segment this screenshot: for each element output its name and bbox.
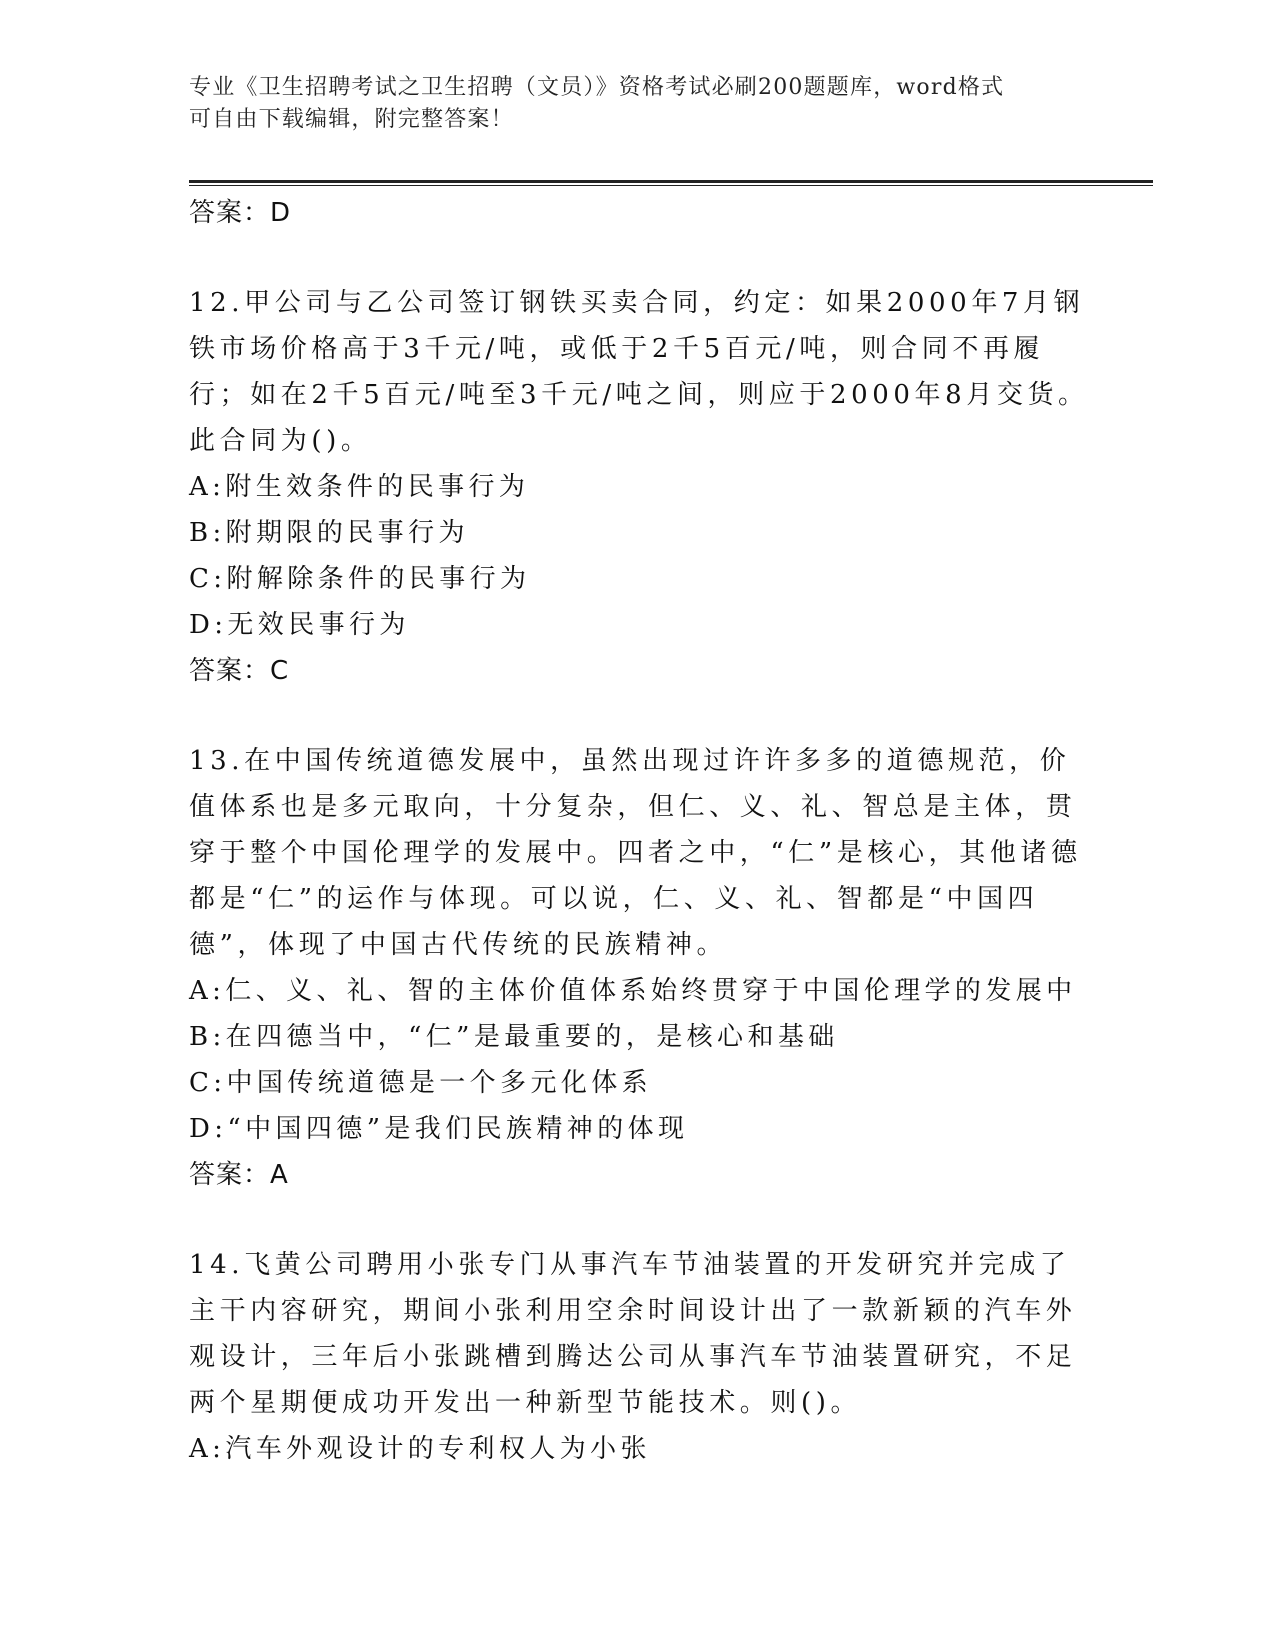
option-b: B:附期限的民事行为 xyxy=(189,518,469,548)
option-c: C:附解除条件的民事行为 xyxy=(189,564,531,594)
option-a: A:仁、义、礼、智的主体价值体系始终贯穿于中国伦理学的发展中 xyxy=(189,976,1077,1006)
answer-line: 答案：A xyxy=(189,1160,289,1190)
document-header xyxy=(189,72,1069,136)
answer-line: 答案：C xyxy=(189,656,290,686)
option-b: B:在四德当中，“仁”是最重要的，是核心和基础 xyxy=(189,1022,839,1052)
question-12 xyxy=(189,280,1089,694)
question-stem: 13.在中国传统道德发展中，虽然出现过许许多多的道德规范，价值体系也是多元取向，十分复杂，但仁、义、礼、智总是主体，贯穿于整个中国伦理学的发展中。四者之中，“仁”是核心，其他诸德都是“仁”的运作与体现。可以说，仁、义、礼、智都是“中国四德”，体现了中国古代传统的民族精神。 xyxy=(189,746,1082,960)
option-d: D:无效民事行为 xyxy=(189,610,410,640)
header-rule-thin xyxy=(189,185,1153,186)
header-rule-thick xyxy=(189,180,1153,183)
document-body xyxy=(189,190,1089,1472)
previous-answer: 答案：D xyxy=(189,198,292,228)
question-stem: 14.飞黄公司聘用小张专门从事汽车节油装置的开发研究并完成了主干内容研究，期间小张利用空余时间设计出了一款新颖的汽车外观设计，三年后小张跳槽到腾达公司从事汽车节油装置研究，不足两个星期便成功开发出一种新型节能技术。则()。 xyxy=(189,1250,1077,1418)
option-c: C:中国传统道德是一个多元化体系 xyxy=(189,1068,653,1098)
header-line-1: 专业《卫生招聘考试之卫生招聘（文员）》资格考试必刷200题题库，word格式 xyxy=(189,75,1005,100)
header-line-2: 可自由下载编辑，附完整答案！ xyxy=(189,107,514,132)
question-stem: 12.甲公司与乙公司签订钢铁买卖合同，约定：如果2000年7月钢铁市场价格高于3千元/吨，或低于2千5百元/吨，则合同不再履行；如在2千5百元/吨至3千元/吨之间，则应于2000年8月交货。此合同为()。 xyxy=(189,288,1089,456)
option-a: A:汽车外观设计的专利权人为小张 xyxy=(189,1434,651,1464)
question-14 xyxy=(189,1242,1089,1472)
option-a: A:附生效条件的民事行为 xyxy=(189,472,530,502)
option-d: D:“中国四德”是我们民族精神的体现 xyxy=(189,1114,689,1144)
question-13 xyxy=(189,738,1089,1198)
